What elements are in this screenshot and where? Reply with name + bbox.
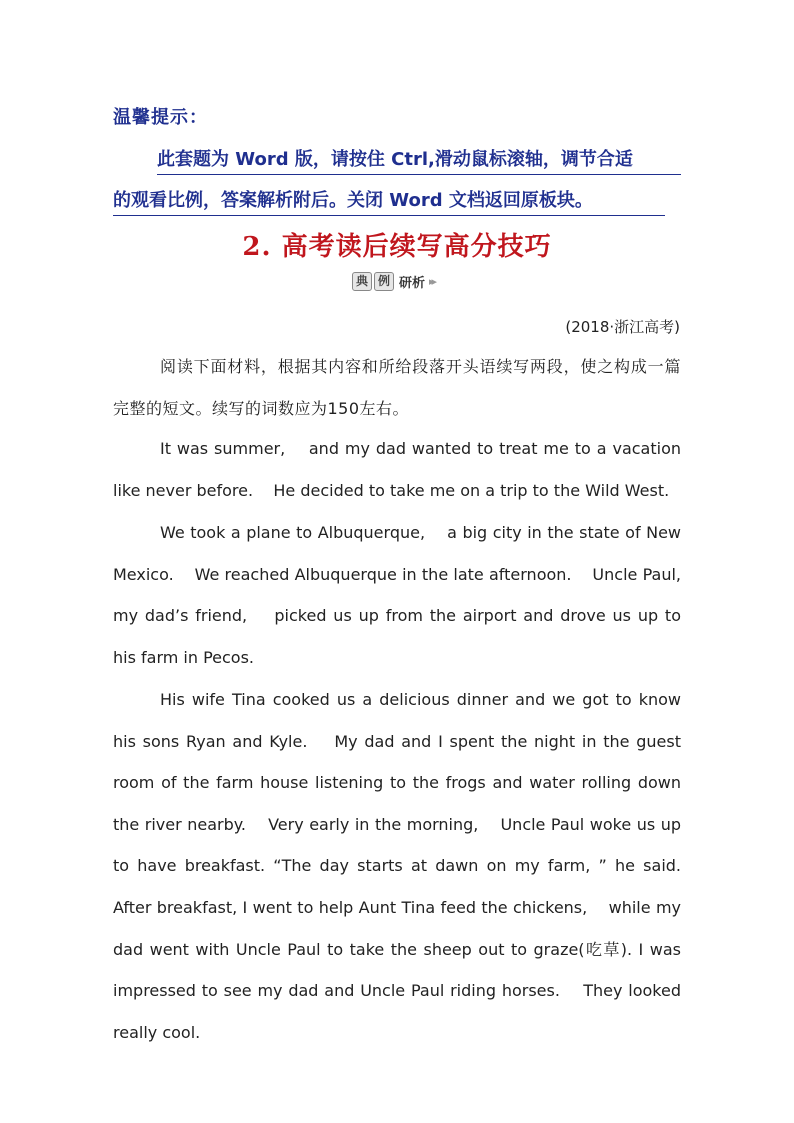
tip-line-1: 此套题为 Word 版，请按住 Ctrl,滑动鼠标滚轴，调节合适 bbox=[157, 145, 681, 175]
story-paragraph-3: His wife Tina cooked us a delicious dinner and we got to know his sons Ryan and Kyle. My dad and I spent the night in the guest room of the farm house listening to the frogs and water rolling down the river nearby. Very early in the morning, Uncle Paul woke us up to have breakfast. “The day starts at dawn on my farm, ” he said. After breakfast, I went to help Aunt Tina feed the chickens, while my dad went with Uncle Paul to take the sheep out to graze(吃草). I was impressed to see my dad and Uncle Paul riding horses. They looked really cool. bbox=[113, 690, 702, 1042]
example-analysis-badge bbox=[352, 271, 434, 291]
badge-char-2: 例 bbox=[374, 272, 394, 291]
badge-text: 研析 bbox=[399, 275, 426, 291]
story-paragraph-1: It was summer, and my dad wanted to treat me to a vacation like never before. He decided to take me on a trip to the Wild West. bbox=[113, 439, 687, 500]
arrow-right-icon: ▸▸ bbox=[429, 274, 435, 288]
tip-heading: 温馨提示： bbox=[113, 107, 208, 128]
tip-line-2: 的观看比例，答案解析附后。关闭 Word 文档返回原板块。 bbox=[113, 186, 665, 216]
section-title: 2. 高考读后续写高分技巧 bbox=[242, 232, 552, 262]
exam-source: (2018·浙江高考) bbox=[565, 318, 680, 336]
badge-char-1: 典 bbox=[352, 272, 372, 291]
instruction-paragraph: 阅读下面材料，根据其内容和所给段落开头语续写两段，使之构成一篇完整的短文。续写的词数应为150左右。 bbox=[113, 357, 681, 418]
story-paragraph-2: We took a plane to Albuquerque, a big city in the state of New Mexico. We reached Albuquerque in the late afternoon. Uncle Paul, my dad’s friend, picked us up from the airport and drove us up to his farm in Pecos. bbox=[113, 523, 687, 667]
